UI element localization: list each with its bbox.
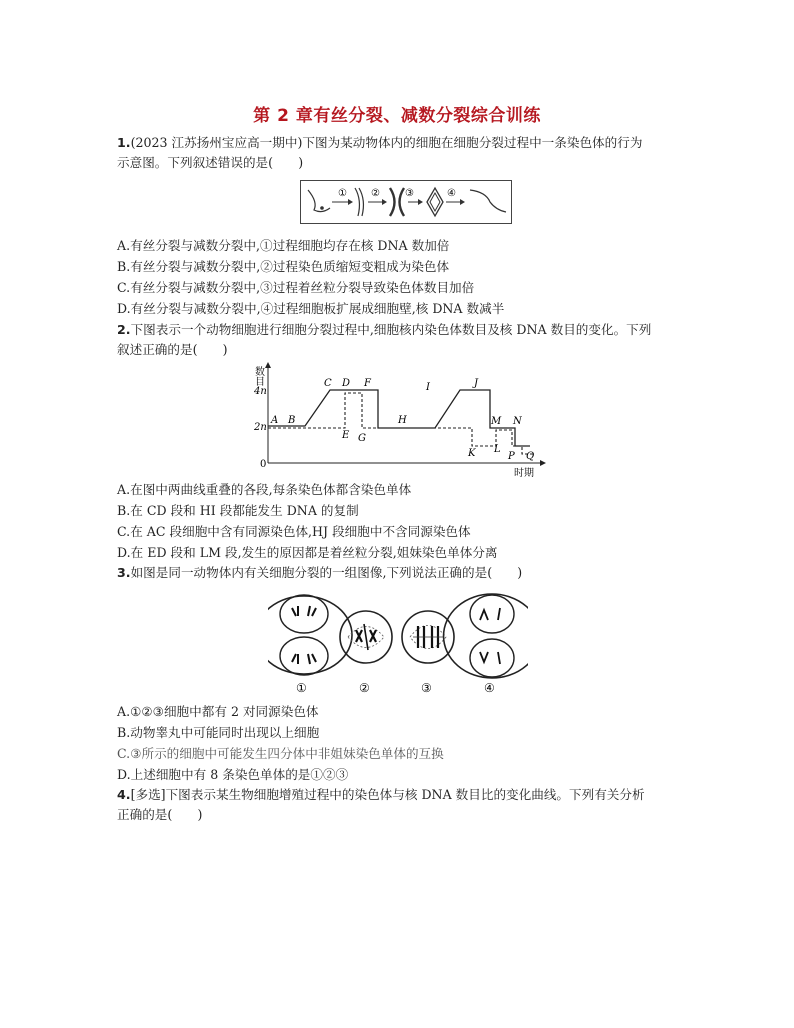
centromere-dot	[320, 206, 324, 210]
q4-stem-line2: 正确的是( )	[117, 807, 203, 822]
y-tick-2n: 2n	[254, 422, 267, 433]
point-i: I	[426, 382, 430, 393]
q2-option-b[interactable]: B.在 CD 段和 HI 段都能发生 DNA 的复制	[117, 503, 359, 518]
point-j: J	[474, 378, 479, 389]
step-label-2: ②	[371, 188, 380, 199]
q1-number: 1.	[117, 135, 131, 150]
point-q: Q	[526, 451, 535, 462]
decondensed-chromatin	[470, 190, 506, 212]
chromosome-arm-left	[390, 188, 395, 216]
q3-stem-line	[117, 563, 687, 583]
q3-option-d[interactable]: D.上述细胞中有 8 条染色单体的是①②③	[117, 767, 349, 782]
chromosome-arm-right	[400, 188, 405, 216]
point-d: D	[342, 378, 351, 389]
q1-stem-line1	[117, 133, 687, 153]
point-p: P	[508, 451, 515, 462]
point-g: G	[358, 433, 366, 444]
chromatid-shape-a	[355, 188, 359, 216]
q1-option-c[interactable]: C.有丝分裂与减数分裂中,③过程着丝粒分裂导致染色体数目加倍	[117, 280, 475, 295]
cell-division-figure	[268, 586, 528, 696]
cell-4	[444, 594, 528, 678]
point-l: L	[494, 444, 501, 455]
arrowhead-2	[382, 199, 387, 205]
q1-option-d[interactable]: D.有丝分裂与减数分裂中,④过程细胞板扩展成细胞壁,核 DNA 数减半	[117, 301, 505, 316]
q2-stem-line1	[117, 320, 687, 340]
q3-option-a[interactable]: A.①②③细胞中都有 2 对同源染色体	[117, 704, 319, 719]
point-e: E	[342, 430, 350, 441]
point-b: B	[288, 415, 296, 426]
y-tick-4n: 4n	[254, 386, 267, 397]
point-c: C	[324, 378, 332, 389]
chromosome-dna-line-chart	[250, 360, 550, 484]
step-label-4: ④	[447, 188, 456, 199]
q2-number: 2.	[117, 322, 131, 337]
q3-number: 3.	[117, 565, 131, 580]
cell-label-3: ③	[421, 681, 432, 695]
cell-label-1: ①	[296, 681, 307, 695]
q1-option-a[interactable]: A.有丝分裂与减数分裂中,①过程细胞均存在核 DNA 数加倍	[117, 238, 450, 253]
arrowhead-4	[460, 199, 465, 205]
arrowhead-3	[418, 199, 423, 205]
point-m: M	[491, 416, 502, 427]
point-h: H	[398, 415, 407, 426]
q4-number: 4.	[117, 787, 131, 802]
chromosome-behavior-figure	[300, 180, 512, 224]
q2-stem-text: 下图表示一个动物细胞进行细胞分裂过程中,细胞核内染色体数目及核 DNA 数目的变化。下列	[130, 322, 652, 337]
q4-stem-line1	[117, 785, 687, 805]
chromatin-shape	[308, 190, 330, 212]
q3-stem-text: 如图是同一动物体内有关细胞分裂的一组图像,下列说法正确的是( )	[130, 565, 523, 580]
cell-label-4: ④	[484, 681, 495, 695]
q2-stem-line2: 叙述正确的是( )	[117, 342, 228, 357]
point-n: N	[513, 416, 522, 427]
step-label-1: ①	[338, 188, 347, 199]
cell-2	[340, 611, 392, 663]
q1-stem-line2: 示意图。下列叙述错误的是( )	[117, 155, 304, 170]
q2-option-c[interactable]: C.在 AC 段细胞中含有同源染色体,HJ 段细胞中不含同源染色体	[117, 524, 471, 539]
x-axis-label: 时期	[514, 468, 534, 479]
q4-stem-text: [多选]下图表示某生物细胞增殖过程中的染色体与核 DNA 数目比的变化曲线。下列有关分析	[130, 787, 645, 802]
q1-stem-text: (2023 江苏扬州宝应高一期中)下图为某动物体内的细胞在细胞分裂过程中一条染色体的行为	[130, 135, 643, 150]
q2-option-a[interactable]: A.在图中两曲线重叠的各段,每条染色体都含染色单体	[117, 482, 412, 497]
q1-option-b[interactable]: B.有丝分裂与减数分裂中,②过程染色质缩短变粗成为染色体	[117, 259, 450, 274]
q3-option-c[interactable]: C.③所示的细胞中可能发生四分体中非姐妹染色单体的互换	[117, 746, 444, 761]
y-axis-label: 数目	[252, 366, 264, 386]
point-f: F	[364, 378, 371, 389]
x-axis-arrow	[540, 460, 546, 466]
page-title: 第 2 章有丝分裂、减数分裂综合训练	[253, 106, 541, 126]
step-label-3: ③	[405, 188, 414, 199]
cell-label-2: ②	[359, 681, 370, 695]
point-k: K	[468, 448, 476, 459]
y-axis-arrow	[265, 362, 271, 368]
q3-option-b[interactable]: B.动物睾丸中可能同时出现以上细胞	[117, 725, 320, 740]
point-a: A	[271, 415, 279, 426]
inner-chromatid-outline	[430, 193, 440, 211]
cell-3	[402, 611, 454, 663]
y-tick-0: 0	[260, 459, 267, 470]
q2-option-d[interactable]: D.在 ED 段和 LM 段,发生的原因都是着丝粒分裂,姐妹染色单体分离	[117, 545, 498, 560]
arrowhead-1	[348, 199, 353, 205]
